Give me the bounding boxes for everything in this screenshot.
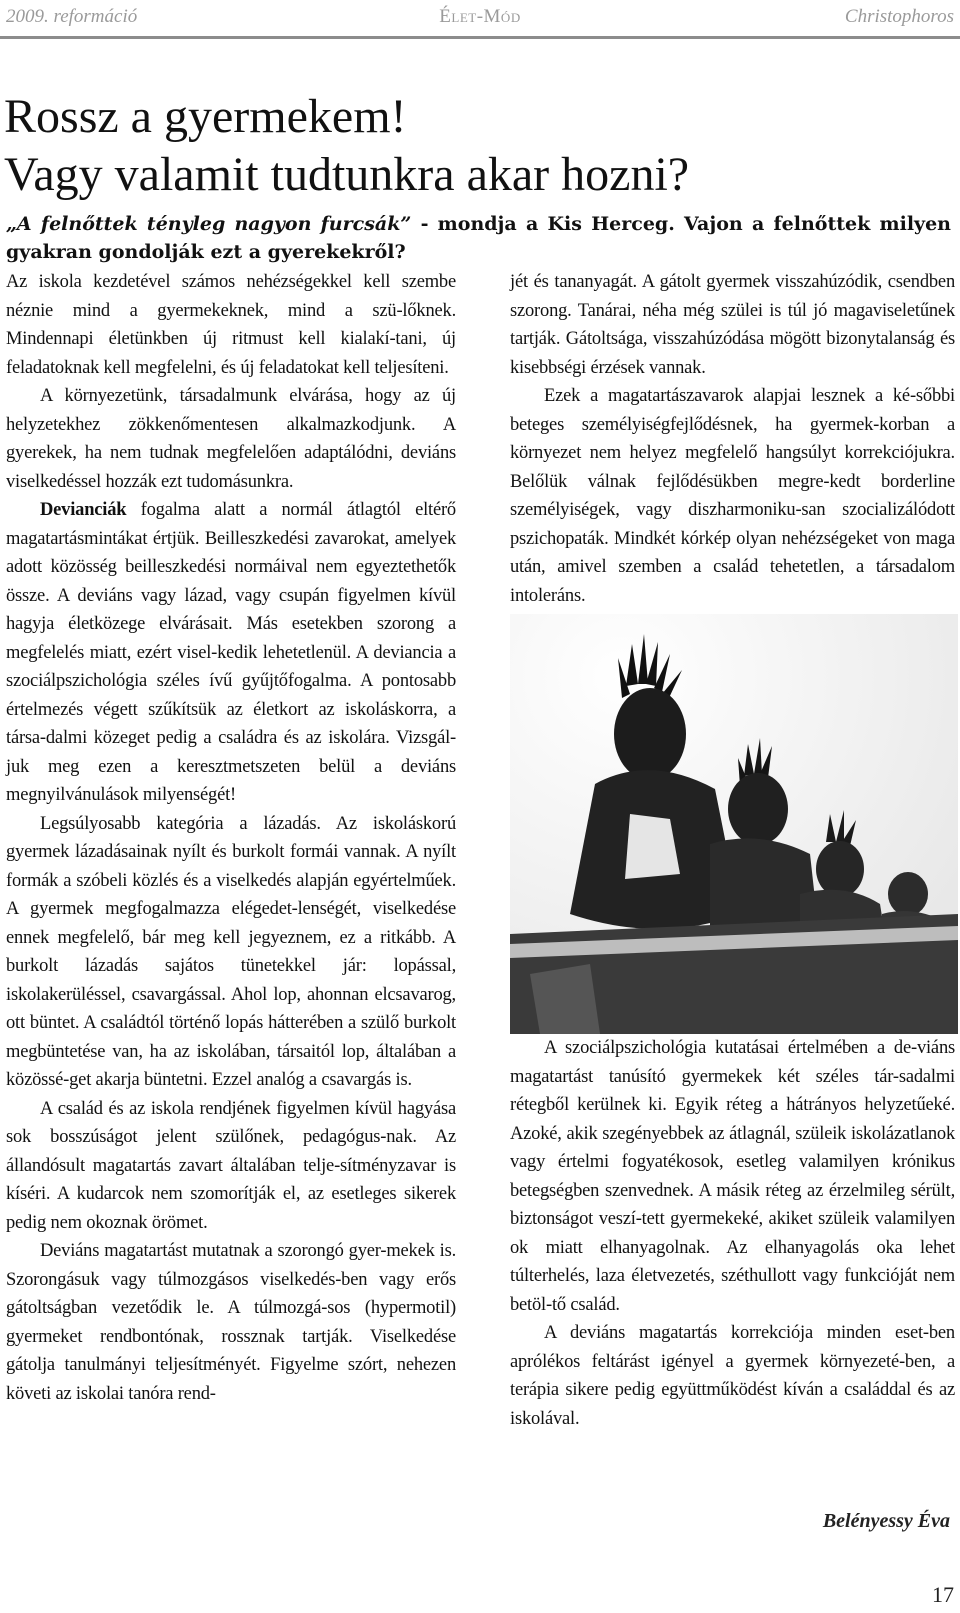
paragraph: A család és az iskola rendjének figyelmen kívül hagyása sok bosszúságot jelent szülőnek, pedagógus-nak. Az állandósult magatartás zavart általában telje-sítményzavar is kíséri. A kudarcok nem szomorítják el, az esetleges sikerek pedig nem okoznak örömet.	[6, 1098, 456, 1233]
paragraph: A környezetünk, társadalmunk elvárása, hogy az új helyzetekhez zökkenőmentesen alkalmazkodjunk. A gyerekek, ha nem tudnak megfelelően adaptálódni, deviáns viselkedéssel hozzák ezt tudomásunkra.	[6, 386, 456, 492]
author-byline: Belényessy Éva	[822, 1510, 950, 1532]
page-number: 17	[932, 1582, 954, 1607]
article-title	[4, 88, 944, 204]
title-line-2: Vagy valamit tudtunkra akar hozni?	[4, 148, 690, 201]
running-head	[6, 4, 954, 34]
paragraph: A deviáns magatartás korrekciója minden eset-ben aprólékos feltárást igényel a gyermek környezeté-ben, a terápia sikere pedig együttműködést kíván a családdal és az iskolával.	[510, 1323, 955, 1429]
paragraph	[6, 496, 456, 810]
right-column-bottom	[510, 1034, 955, 1433]
paragraph: Az iskola kezdetével számos nehézségekkel kell szembe néznie mind a gyermekeknek, mind a szü-lőknek. Mindennapi életünkben új ritmust kell kialakí-tani, új feladatoknak kell megfelelni, és új feladatokat kell teljesíteni.	[6, 272, 456, 378]
left-column	[6, 268, 456, 1408]
lead-text: - mondja a Kis Herceg. Vajon a felnőttek milyen gyakran gondolják ezt a gyerekekről?	[6, 213, 951, 263]
deviance-term: Devianciák	[40, 500, 127, 520]
paragraph: jét és tananyagát. A gátolt gyermek visszahúzódik, csendben szorong. Tanárai, néha még szülei is túl jó magaviseletűnek tartják. Gátoltsága, visszahúzódása mögött bizonytalanság és kisebbségi érzések vannak.	[510, 272, 955, 378]
paragraph-text: fogalma alatt a normál átlagtól eltérő magatartásmintákat értjük. Beilleszkedési zavarokat, amelyek adott közösség beilleszkedési normáival nem egyeztethetők össze. A deviáns vagy lázad, vagy csupán figyelmen kívül hagyja életközege elvárásait. Más esetekben szorong a megfelelés miatt, ezért visel-kedik lehetetlenül. A deviancia a szociálpszichológia széles ívű gyűjtőfogalma. A pontosabb értelmezés végett szűkítsük az életkort az iskoláskorra, a társa-dalmi közeget pedig a családra és az iskolára. Vizsgál-juk meg ezen a keresztmetszeten belül a deviáns megnyilvánulások milyenségét!	[6, 500, 456, 805]
punk-teens-photo	[510, 614, 958, 1034]
title-line-1: Rossz a gyermekem!	[4, 90, 407, 143]
issue-label: 2009. reformáció	[6, 6, 138, 27]
paragraph: Ezek a magatartászavarok alapjai lesznek a ké-sőbbi beteges személyiségfejlődésnek, ha gyermek-korban a környezet nem helyez megfelelő hangsúlyt korrekciójukra. Belőlük válnak fejlődésükben megre-kedt borderline személyiségek, vagy diszharmoniku-san szocializálódott pszichopaták. Mindkét kórkép olyan nehézségeket von maga után, amivel szemben a család tehetetlen, a társadalom intoleráns.	[510, 386, 955, 606]
paragraph: Legsúlyosabb kategória a lázadás. Az iskoláskorú gyermek lázadásainak nyílt és burkolt formái vannak. A nyílt formák a szóbeli közlés és a viselkedés alapján egyértelműek. A gyermek megfogalmazza elégedet-lenségét, viselkedése ennek megfelelő, bár meg kell jegyeznem, ez a ritkább. A burkolt lázadás sajátos tünetekkel jár: lopással, iskolakerüléssel, csavargással. Ahol lop, ahonnan elcsavarog, ott büntet. A családtól történő lopás hátterében a szülő burkolt megbüntetése van, ha az iskolában, társaitól lop, általában a közössé-get akarja büntetni. Ezzel analóg a csavargás is.	[6, 813, 456, 1090]
photo-illustration	[510, 614, 958, 1034]
header-divider	[0, 36, 960, 39]
article-lead	[6, 210, 951, 266]
publication-name: Christophoros	[844, 6, 954, 27]
section-label: Élet-Mód	[439, 6, 521, 27]
paragraph: A szociálpszichológia kutatásai értelmében a de-viáns magatartást tanúsító gyermekek két széles tár-sadalmi rétegből kerülnek ki. Egyik réteg a hátrányos helyzetűeké. Azoké, akik szegényebbek az átlagnál, szüleik iskolázatlanok vagy értelmi fogyatékosok, esetleg valamilyen krónikus betegségben szenvednek. A másik réteg az érzelmileg sérült, biztonságot veszí-tett gyermekeké, akiket szüleik valamilyen ok miatt elhanyagolnak. Az elhanyagolás oka lehet túlterhelés, laza életvezetés, széthullott vagy funkcióját nem betöl-tő család.	[510, 1038, 955, 1315]
right-column-top	[510, 268, 955, 610]
paragraph: Deviáns magatartást mutatnak a szorongó gyer-mekek is. Szorongásuk vagy túlmozgásos viselkedés-ben vagy erős gátoltságban vezetődik le. A túlmozgá-sos (hypermotil) gyermeket rendbontónak, rossznak tartják. Viselkedése gátolja tanulmányi teljesítményét. Figyelme szórt, nehezen követi az iskolai tanóra rend-	[6, 1241, 456, 1404]
lead-quote: „A felnőttek tényleg nagyon furcsák”	[6, 213, 412, 235]
